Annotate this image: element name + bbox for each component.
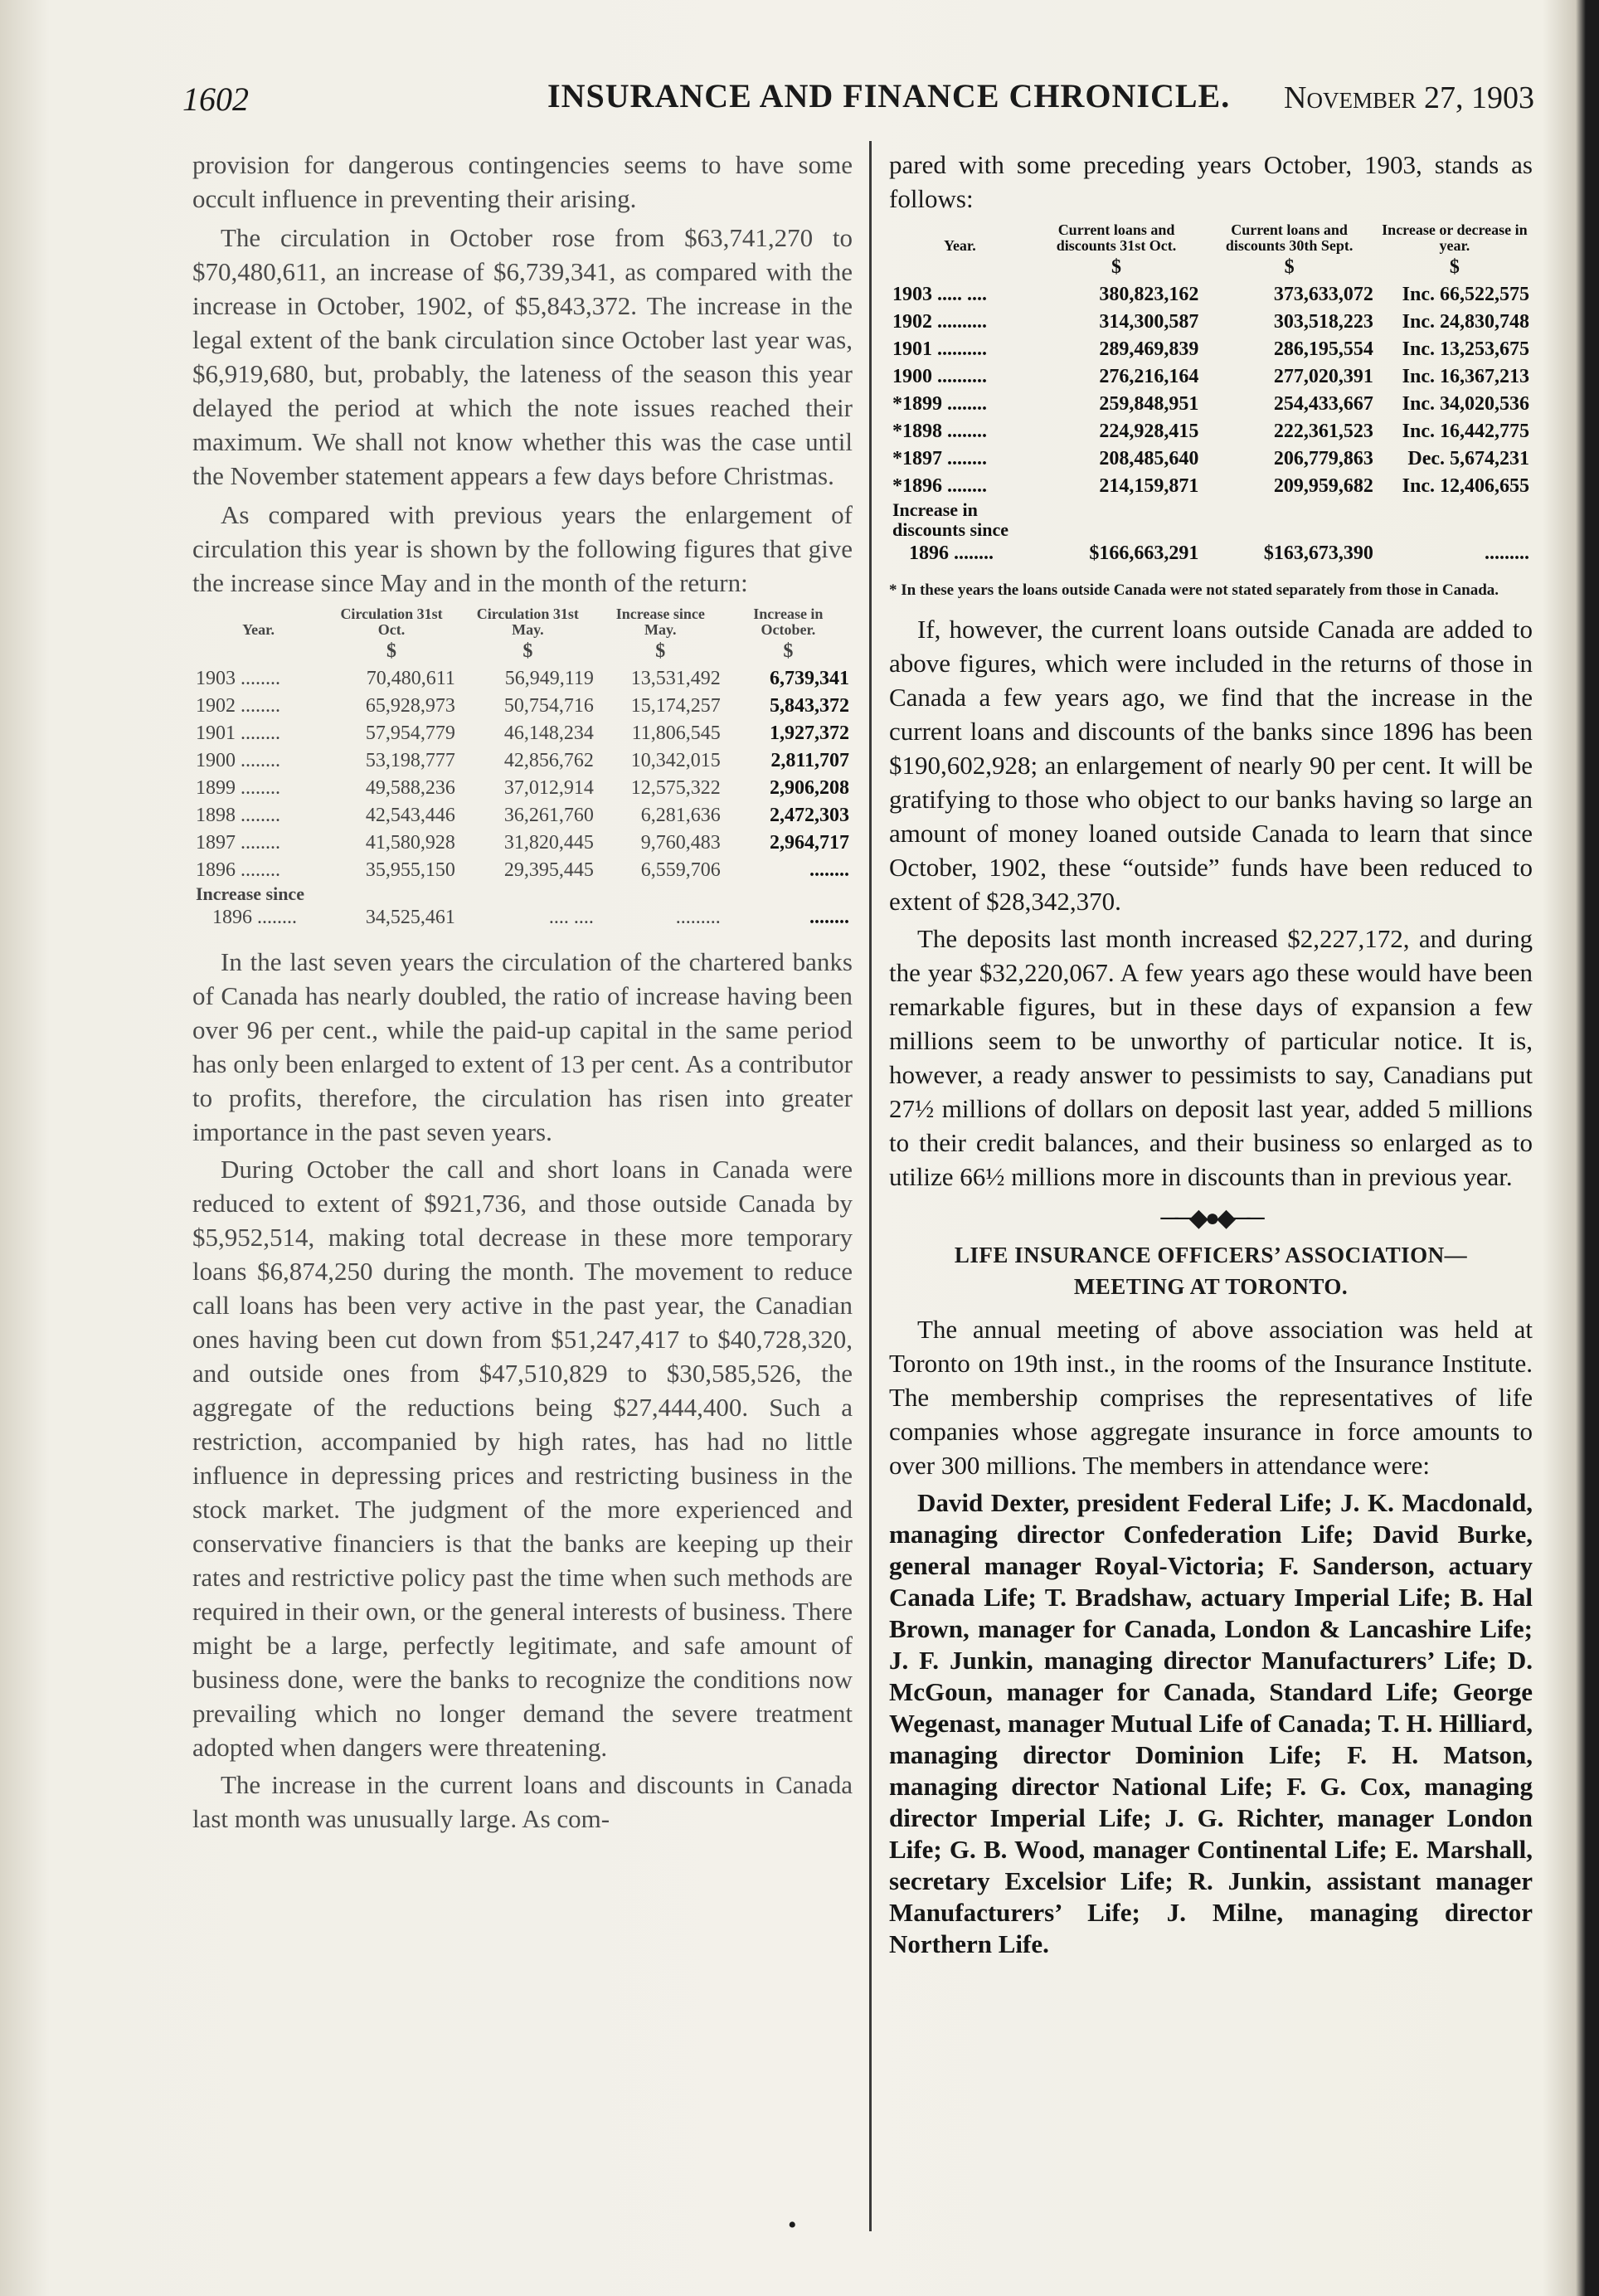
table-cell: 29,395,445 [503, 859, 594, 881]
table-row [192, 857, 853, 884]
paragraph: If, however, the current loans outside Canada are added to above figures, which were included in the returns of those in Canada a few years ago, we find that the increase in the current loans and discounts of the banks since 1896 has been $190,602,928; an enlargement of nearly 90 per cent. It will be gratifying to those who object to our banks having so large an amount of money loaned outside Canada to learn that since October, 1902, these “outside” funds have been reduced to extent of $28,342,370. [889, 615, 1533, 916]
heading-line: LIFE INSURANCE OFFICERS’ ASSOCIATION— [954, 1243, 1468, 1267]
table-row [192, 904, 853, 932]
table-cell: 208,485,640 [1099, 448, 1199, 469]
table-cell: *1896 ........ [892, 475, 987, 497]
table-cell: 42,543,446 [365, 805, 455, 826]
page-header [182, 76, 1534, 126]
table-cell: 380,823,162 [1099, 284, 1199, 305]
column-header: Increase or decrease in year. [1382, 221, 1528, 254]
table-cell: 222,361,523 [1273, 421, 1373, 442]
table-cell: 286,195,554 [1273, 338, 1373, 360]
table-cell: 57,954,779 [365, 722, 455, 744]
table-cell: Inc. 16,367,213 [1402, 366, 1529, 387]
table-cell: 1896 ........ [212, 907, 297, 928]
column-rule [869, 141, 872, 2231]
table-row [192, 775, 853, 802]
paragraph: provision for dangerous contingencies seems to have some occult influence in preventing their arising. [192, 150, 853, 213]
table-cell: 11,806,545 [631, 722, 721, 744]
table-cell: 9,760,483 [640, 832, 721, 854]
table-cell: 5,843,372 [770, 695, 849, 717]
table-cell: 6,281,636 [640, 805, 721, 826]
table-cell: 2,964,717 [770, 832, 849, 854]
table-cell: 70,480,611 [366, 668, 455, 689]
section-ornament: ──◆●◆── [1160, 1204, 1261, 1232]
circulation-table [192, 606, 853, 932]
table-cell: 15,174,257 [630, 695, 721, 717]
table-row [889, 391, 1533, 418]
table-cell: 1899 ........ [196, 777, 280, 799]
column-header: Current loans and discounts 30th Sept. [1225, 221, 1354, 254]
table-cell: *1897 ........ [892, 448, 987, 469]
table-cell: 1903 ........ [196, 668, 280, 689]
column-header: Increase in October. [753, 606, 824, 638]
paragraph: As compared with previous years the enlargement of circulation this year is shown by the following figures that give the increase since May and in the month of the return: [192, 500, 853, 597]
table-cell: 53,198,777 [365, 750, 455, 771]
table-cell: 1896 ........ [909, 542, 994, 564]
table-header-row [889, 222, 1533, 254]
table-cell: 37,012,914 [503, 777, 594, 799]
table-cell: 1902 ........ [196, 695, 280, 717]
right-column [889, 148, 1533, 1960]
loans-table [889, 222, 1533, 567]
table-cell: 2,472,303 [770, 805, 849, 826]
table-cell: ......... [1485, 542, 1529, 564]
table-row [889, 500, 1533, 540]
table-row [192, 693, 853, 720]
table-cell: *1899 ........ [892, 393, 987, 415]
table-footnote: * In these years the loans outside Canada were not stated separately from those in Canada. [889, 581, 1499, 599]
page-bullet: • [788, 2211, 797, 2239]
members-list: David Dexter, president Federal Life; J. K. Macdonald, managing director Confederation Life; David Burke, general manager Royal-Victoria; F. Sanderson, actuary Canada Life; T. Bradshaw, actuary Imperial Life; B. Hal Brown, manager for Canada, London & Lancashire Life; J. F. Junkin, managing director Manufacturers’ Life; D. McGoun, manager for Canada, Standard Life; George Wegenast, manager Mutual Life of Canada; T. H. Hilliard, managing director Dominion Life; F. H. Matson, managing director National Life; F. G. Cox, managing director Imperial Life; J. G. Richter, manager London Life; G. B. Wood, manager Continental Life; E. Marshall, secretary Excelsior Life; R. Junkin, assistant manager Manufacturers’ Life; J. Milne, managing director Northern Life. [889, 1488, 1533, 1958]
table-row [889, 473, 1533, 500]
increase-label: Increase in discounts since [892, 499, 1008, 540]
table-cell: 31,820,445 [503, 832, 594, 854]
table-cell: 1898 ........ [196, 805, 280, 826]
table-cell: 65,928,973 [365, 695, 455, 717]
table-cell: $166,663,291 [1089, 542, 1199, 564]
column-header: Circulation 31st May. [476, 606, 579, 638]
table-row [192, 829, 853, 857]
table-cell: 1903 ..... .... [892, 284, 987, 305]
table-cell: 373,633,072 [1273, 284, 1373, 305]
paragraph: The deposits last month increased $2,227,172, and during the year $32,220,067. A few years ago these would have been remarkable figures, but in these days of expansion a few millions seem to be unworthy of particular notice. It is, however, a ready answer to pessimists to say, Canadians put 27½ millions of dollars on deposit last year, added 5 millions to their credit balances, and their business so enlarged as to utilize 66½ millions more in discounts than in previous year. [889, 924, 1533, 1191]
paragraph: The annual meeting of above association was held at Toronto on 19th inst., in the rooms of the Insurance Institute. The membership comprises the representatives of life companies whose aggregate insurance in force amounts to over 300 millions. The members in attendance were: [889, 1315, 1533, 1480]
section-heading [889, 1239, 1533, 1302]
table-cell: 206,779,863 [1273, 448, 1373, 469]
table-cell: 1901 .......... [892, 338, 987, 360]
units-row: $ $ $ $ [386, 640, 794, 662]
table-cell: Inc. 24,830,748 [1402, 311, 1529, 333]
table-cell: 6,559,706 [640, 859, 721, 881]
table-cell: 2,811,707 [770, 750, 849, 771]
table-row [889, 540, 1533, 567]
table-cell: ........ [809, 859, 849, 881]
table-cell: 1901 ........ [196, 722, 280, 744]
table-cell: .... .... [548, 907, 594, 928]
table-cell: 50,754,716 [503, 695, 594, 717]
table-cell: 34,525,461 [365, 907, 455, 928]
table-cell: 303,518,223 [1273, 311, 1373, 333]
table-cell: 289,469,839 [1099, 338, 1199, 360]
table-cell: 42,856,762 [503, 750, 594, 771]
table-cell: Dec. 5,674,231 [1407, 448, 1529, 469]
paragraph: In the last seven years the circulation of the chartered banks of Canada has nearly doubled, the ratio of increase having been over 96 per cent., while the paid-up capital in the same period has only been enlarged to extent of 13 per cent. As a contributor to profits, therefore, the circulation has risen into greater importance in the past seven years. [192, 947, 853, 1146]
table-cell: 214,159,871 [1099, 475, 1199, 497]
publication-title: INSURANCE AND FINANCE CHRONICLE. [547, 77, 1231, 114]
table-cell: Inc. 12,406,655 [1402, 475, 1529, 497]
table-cell: 12,575,322 [630, 777, 721, 799]
table-row [192, 665, 853, 693]
table-cell: Inc. 34,020,536 [1402, 393, 1529, 415]
table-cell: Inc. 13,253,675 [1402, 338, 1529, 360]
table-cell: 1,927,372 [770, 722, 849, 744]
issue-date: November 27, 1903 [1284, 80, 1534, 115]
table-cell: *1898 ........ [892, 421, 987, 442]
paragraph: During October the call and short loans in Canada were reduced to extent of $921,736, and those outside Canada by $5,952,514, making total decrease in these more temporary loans $6,874,250 during the month. The movement to reduce call loans has been very active in the past year, the Canadian ones having been cut down from $51,247,417 to $40,728,320, and outside ones from $47,510,829 to $30,585,526, the aggregate of the reductions being $27,444,400. Such a restriction, accompanied by high rates, has had no little influence in depressing prices and restricting business in the stock market. The judgment of the more experienced and conservative financiers is that the banks are keeping up their rates and restrictive policy past the time when such methods are required in their own, or the general interests of business. There might be a large, perfectly legitimate, and safe amount of business done, were the banks to recognize the conditions now prevailing which no longer demand the severe treatment adopted when dangers were threatening. [192, 1155, 853, 1762]
column-header: Year. [943, 237, 976, 254]
column-header: Circulation 31st Oct. [340, 606, 443, 638]
heading-line: MEETING AT TORONTO. [1073, 1274, 1349, 1299]
table-cell: 277,020,391 [1273, 366, 1373, 387]
column-header: Current loans and discounts 31st Oct. [1056, 221, 1177, 254]
table-cell: ......... [675, 907, 721, 928]
table-cell: 10,342,015 [630, 750, 721, 771]
column-header: Increase since May. [615, 606, 705, 638]
table-cell: 1897 ........ [196, 832, 280, 854]
units-row: $ $ $ [1111, 256, 1460, 278]
table-row [889, 309, 1533, 336]
table-cell: 13,531,492 [630, 668, 721, 689]
table-cell: 224,928,415 [1099, 421, 1199, 442]
table-cell: 1900 ........ [196, 750, 280, 771]
table-row [889, 445, 1533, 473]
table-header-row [192, 606, 853, 638]
table-cell: 209,959,682 [1273, 475, 1373, 497]
table-row [192, 720, 853, 747]
table-cell: ........ [809, 907, 849, 928]
table-cell: 2,906,208 [770, 777, 849, 799]
table-row [192, 802, 853, 829]
table-row [889, 363, 1533, 391]
table-row [192, 884, 853, 904]
table-cell: 36,261,760 [503, 805, 594, 826]
table-row [889, 336, 1533, 363]
page-number: 1602 [182, 80, 249, 118]
table-cell: 276,216,164 [1099, 366, 1199, 387]
table-cell: 49,588,236 [365, 777, 455, 799]
paragraph: pared with some preceding years October, 1903, stands as follows: [889, 150, 1533, 213]
table-cell: 56,949,119 [504, 668, 594, 689]
table-cell: $163,673,390 [1263, 542, 1373, 564]
table-cell: Inc. 66,522,575 [1402, 284, 1529, 305]
table-cell: 1902 .......... [892, 311, 987, 333]
table-cell: 35,955,150 [365, 859, 455, 881]
paragraph: The circulation in October rose from $63,741,270 to $70,480,611, an increase of $6,739,341, as compared with the increase in October, 1902, of $5,843,372. The increase in the legal extent of the bank circulation since October last year was, $6,919,680, but, probably, the lateness of the season this year delayed the period at which the note issues reached their maximum. We shall not know whether this was the case until the November statement appears a few days before Christmas. [192, 223, 853, 490]
increase-label: Increase since [196, 883, 304, 904]
table-cell: 6,739,341 [770, 668, 849, 689]
left-column [192, 148, 853, 1836]
table-cell: Inc. 16,442,775 [1402, 421, 1529, 442]
table-row [192, 747, 853, 775]
table-cell: 46,148,234 [503, 722, 594, 744]
table-cell: 254,433,667 [1273, 393, 1373, 415]
table-cell: 314,300,587 [1099, 311, 1199, 333]
table-cell: 1900 .......... [892, 366, 987, 387]
column-header: Year. [242, 621, 275, 638]
table-row [889, 281, 1533, 309]
table-cell: 259,848,951 [1099, 393, 1199, 415]
table-row [889, 418, 1533, 445]
table-cell: 1896 ........ [196, 859, 280, 881]
table-cell: 41,580,928 [365, 832, 455, 854]
paragraph: The increase in the current loans and discounts in Canada last month was unusually large. As com- [192, 1770, 853, 1833]
